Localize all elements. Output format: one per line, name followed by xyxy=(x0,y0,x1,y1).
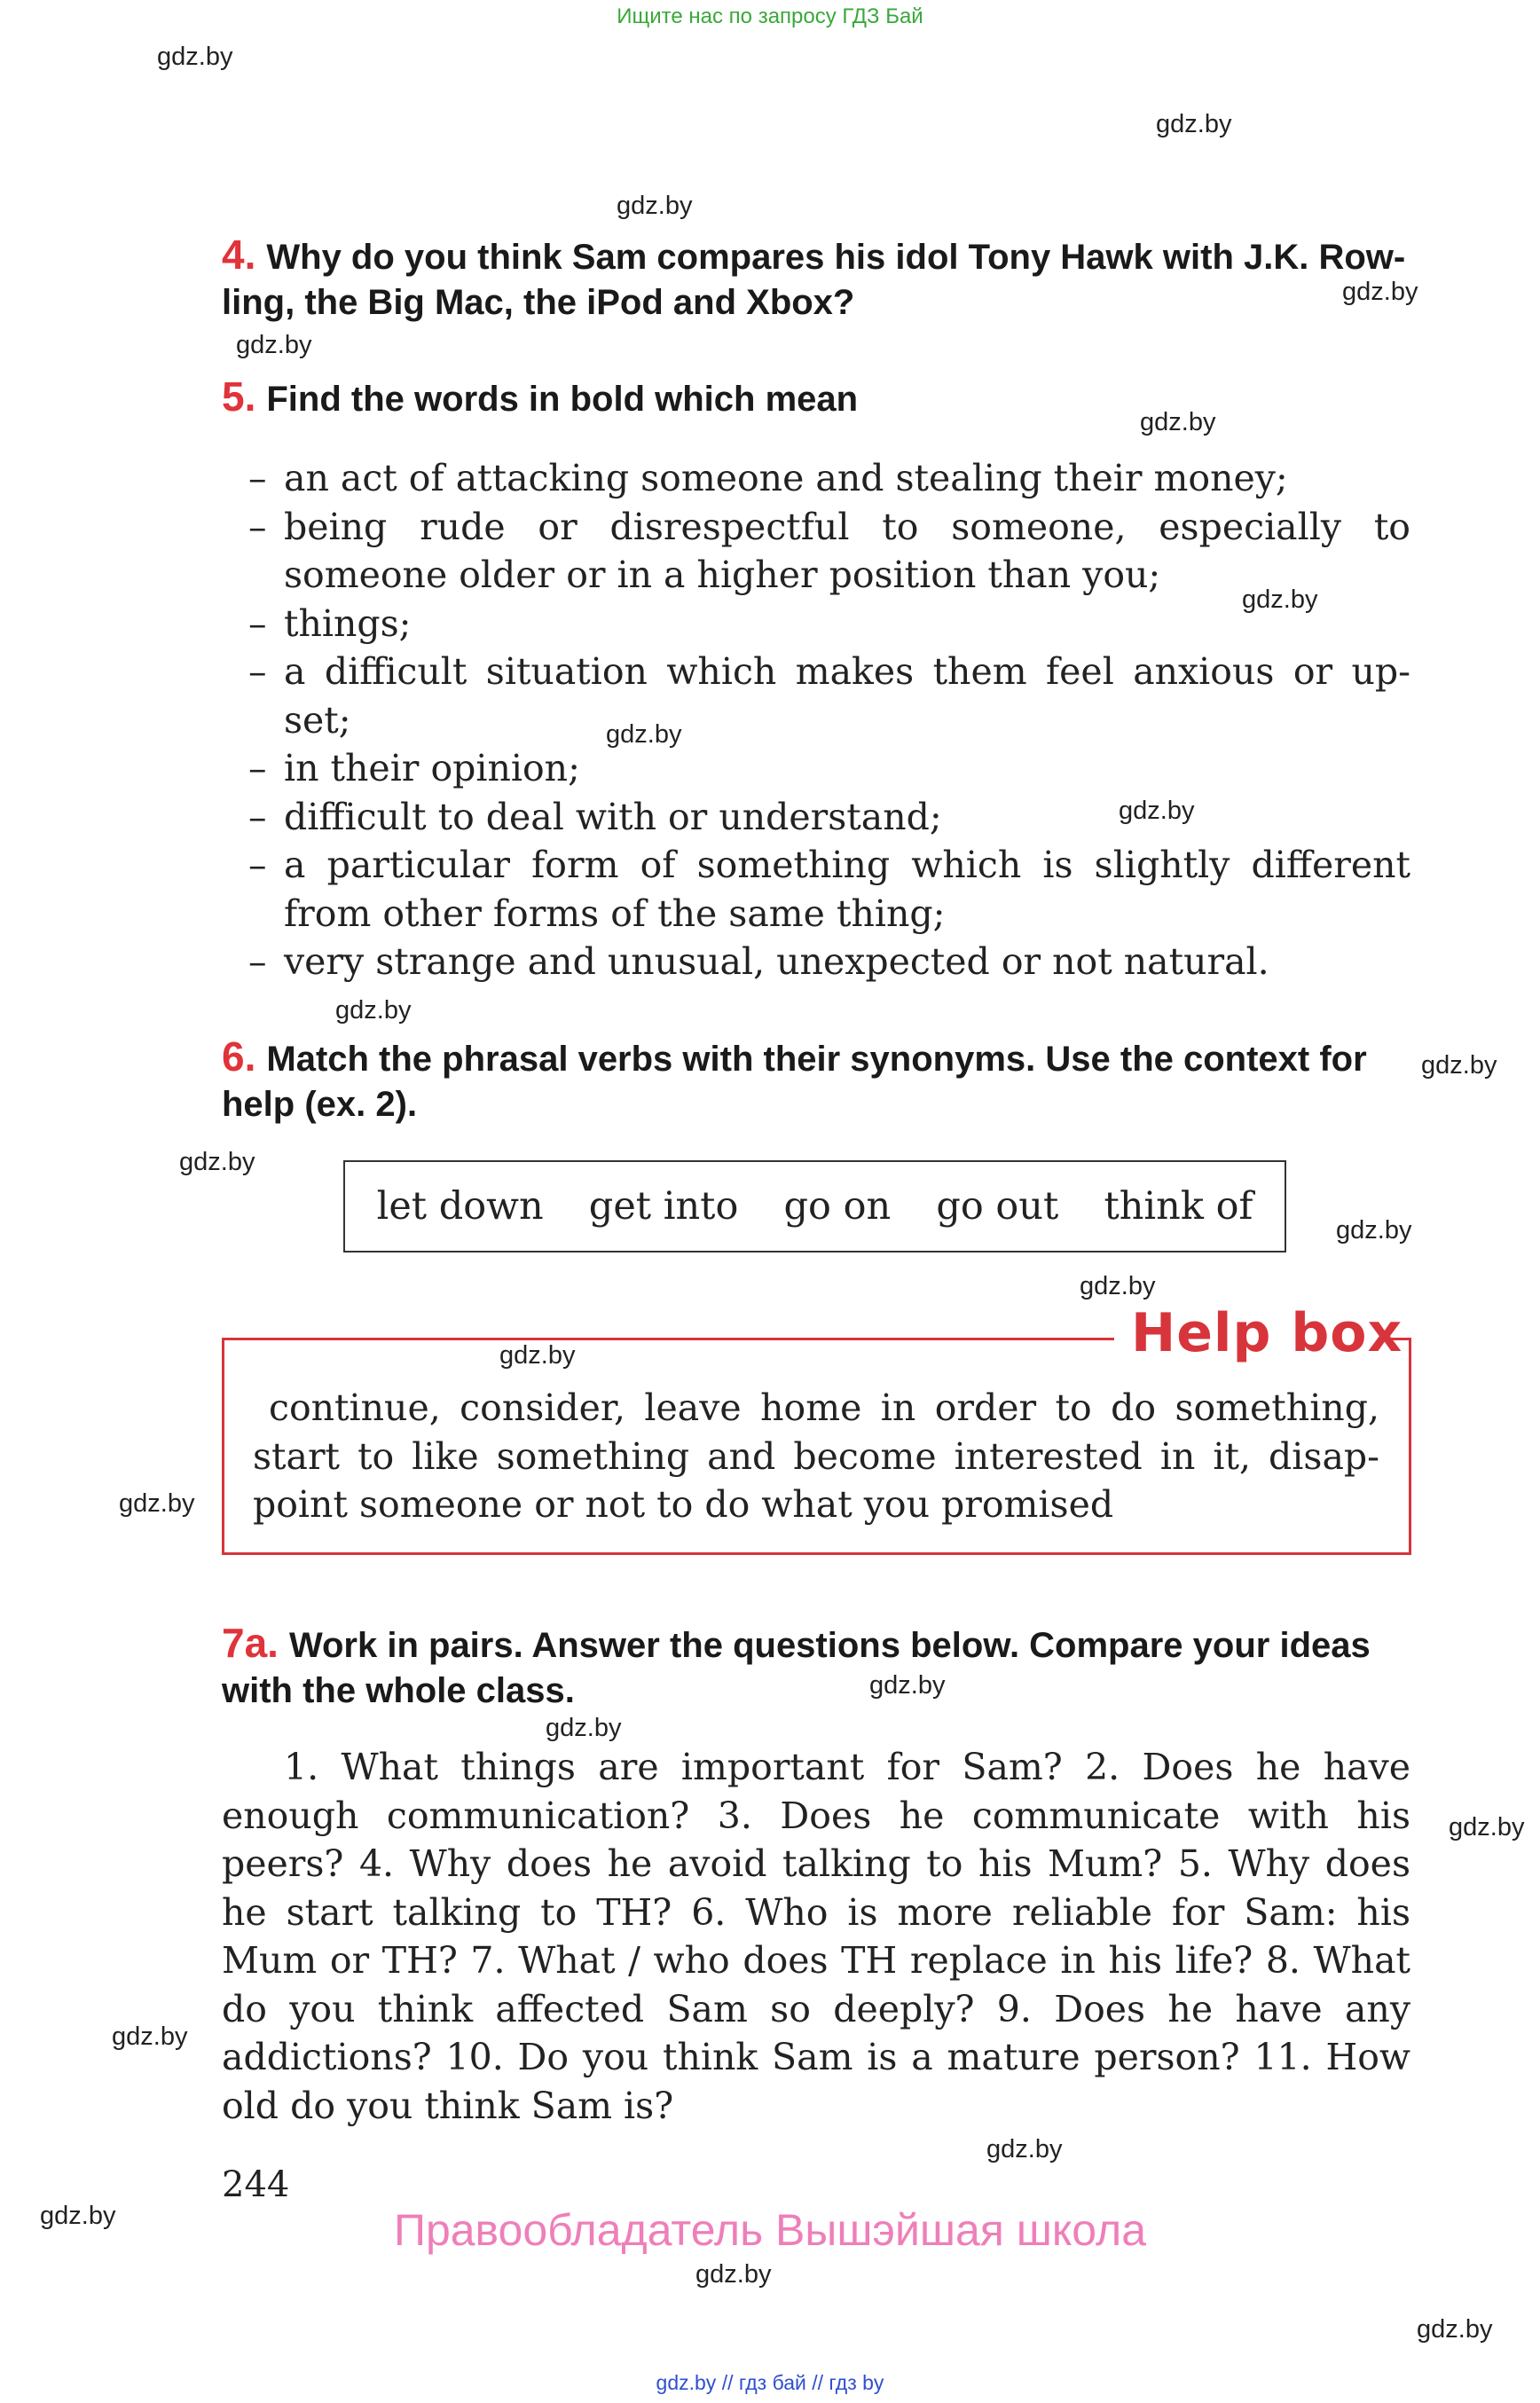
watermark: gdz.by xyxy=(986,2135,1063,2163)
help-box-text: continue, consider, leave home in order to do something, start to like something and become interested in it, disap-point someone or not to do what you promised xyxy=(253,1386,1379,1526)
watermark: gdz.by xyxy=(112,2022,188,2051)
task-instruction: Work in pairs. Answer the questions below. Compare your ideas with the whole class. xyxy=(222,1626,1371,1710)
questions-paragraph: 1. What things are important for Sam? 2. Does he have enough communication? 3. Does he communicate with his peers? 4. Why does he avoid talking to his Mum? 5. Why does he start talking to TH? 6. Who is more reliable for Sam: his Mum or TH? 7. What / who does TH replace in his life? 8. What do you think affected Sam so deeply? 9. Does he have any addictions? 10. Do you think Sam is a mature person? 11. How old do you think Sam is? xyxy=(222,1746,1410,2127)
list-item: – an act of attacking someone and stealing their money; xyxy=(284,454,1410,503)
task-instruction: Find the words in bold which mean xyxy=(266,380,859,419)
watermark: gdz.by xyxy=(695,2260,772,2289)
task-6 xyxy=(222,1034,1415,1127)
phrasal-verb: think of xyxy=(1104,1184,1253,1229)
watermark: gdz.by xyxy=(1342,278,1418,306)
watermark: gdz.by xyxy=(617,192,693,220)
phrasal-verb: go on xyxy=(783,1184,892,1229)
task-4 xyxy=(222,232,1415,326)
phrasal-verb: let down xyxy=(376,1184,544,1229)
watermark: gdz.by xyxy=(335,996,412,1025)
watermark: gdz.by xyxy=(1080,1272,1156,1300)
task-number: 4. xyxy=(222,232,256,278)
list-item: – in their opinion; xyxy=(284,744,1410,793)
watermark: gdz.by xyxy=(1140,408,1216,436)
list-item: – very strange and unusual, unexpected or not natural. xyxy=(284,938,1410,986)
watermark: gdz.by xyxy=(236,331,312,359)
task-number: 5. xyxy=(222,373,256,420)
task-5 xyxy=(222,374,1415,422)
watermark: gdz.by xyxy=(119,1489,195,1518)
watermark: gdz.by xyxy=(1417,2315,1493,2344)
header-note: Ищите нас по запросу ГДЗ Бай xyxy=(617,4,923,28)
watermark: gdz.by xyxy=(157,43,233,71)
watermark: gdz.by xyxy=(869,1671,946,1700)
task-instruction: Why do you think Sam compares his idol Tony Hawk with J.K. Row-ling, the Big Mac, the iPod and Xbox? xyxy=(222,238,1406,322)
watermark: gdz.by xyxy=(546,1714,622,1742)
phrasal-verb: get into xyxy=(588,1184,739,1229)
watermark: gdz.by xyxy=(1421,1051,1497,1080)
watermark: gdz.by xyxy=(1449,1813,1525,1842)
copyright-notice: Правообладатель Вышэйшая школа xyxy=(394,2205,1146,2255)
footer-links[interactable]: gdz.by // гдз бай // гдз by xyxy=(656,2371,884,2394)
task-instruction: Match the phrasal verbs with their synonyms. Use the context for help (ex. 2). xyxy=(222,1040,1367,1124)
watermark: gdz.by xyxy=(1336,1216,1412,1245)
list-item: – things; xyxy=(284,600,1410,648)
task-number: 7a. xyxy=(222,1620,279,1666)
list-item: – a particular form of something which is slightly different from other forms of the same thing; xyxy=(284,841,1410,938)
task-7a xyxy=(222,1621,1415,1714)
list-item: – a difficult situation which makes them feel anxious or up-set; xyxy=(284,648,1410,744)
list-item: – difficult to deal with or understand; xyxy=(284,793,1410,842)
watermark: gdz.by xyxy=(1156,110,1232,138)
watermark: gdz.by xyxy=(499,1341,576,1370)
phrasal-verb: go out xyxy=(936,1184,1059,1229)
watermark: gdz.by xyxy=(1119,797,1195,825)
watermark: gdz.by xyxy=(606,720,682,749)
watermark: gdz.by xyxy=(40,2202,116,2230)
watermark: gdz.by xyxy=(1242,585,1318,614)
watermark: gdz.by xyxy=(179,1148,255,1176)
task-number: 6. xyxy=(222,1033,256,1080)
phrasal-verbs-box xyxy=(343,1160,1286,1253)
page-number: 244 xyxy=(222,2164,290,2205)
help-box-border xyxy=(222,1338,1114,1340)
help-box-title: Help box xyxy=(1131,1302,1403,1364)
list-item: – being rude or disrespectful to someone, especially to someone older or in a higher position than you; xyxy=(284,503,1410,600)
definitions-list xyxy=(284,454,1410,986)
